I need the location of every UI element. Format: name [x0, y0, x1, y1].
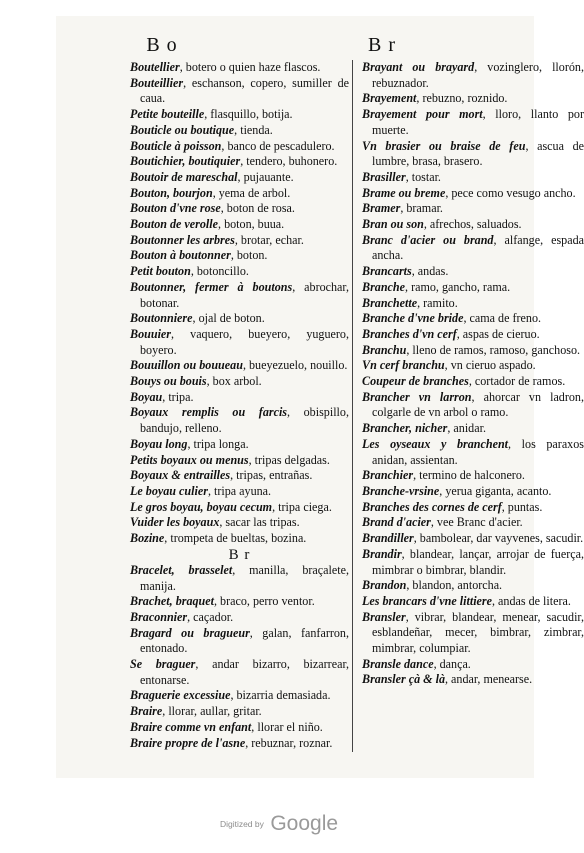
dictionary-entry: [362, 217, 584, 233]
entry-headword: Boutonner les arbres: [130, 232, 235, 247]
entry-translation: , brotar, echar.: [234, 232, 304, 247]
entry-headword: Petits boyaux ou menus: [130, 452, 249, 467]
entry-headword: Brancher vn larron: [362, 389, 472, 404]
entry-translation: , abrochar, botonar.: [140, 279, 349, 310]
dictionary-entry: [130, 280, 349, 311]
entry-translation: , obispillo, bandujo, relleno.: [140, 405, 349, 436]
entry-translation: , bueyezuelo, nouillo.: [242, 358, 348, 373]
entry-translation: , ojal de boton.: [192, 311, 265, 326]
dictionary-entry: [130, 311, 349, 327]
entry-headword: Braire propre de l'asne: [130, 735, 246, 750]
right-entries: [362, 60, 584, 688]
dictionary-entry: [362, 594, 584, 610]
entry-translation: , rebuzno, roznido.: [416, 91, 508, 106]
dictionary-entry: [362, 358, 584, 374]
dictionary-entry: [130, 390, 349, 406]
entry-headword: Brachet, braquet: [130, 594, 214, 609]
entry-translation: , boton de rosa.: [220, 201, 295, 216]
entry-headword: Bransler: [362, 609, 406, 624]
entry-headword: Les oyseaux y branchent: [362, 436, 509, 451]
entry-translation: , boton, buua.: [218, 217, 285, 232]
entry-headword: Petit bouton: [130, 264, 191, 279]
entry-translation: , tostar.: [405, 169, 441, 184]
entry-translation: , dança.: [433, 656, 471, 671]
entry-translation: , botoncillo.: [190, 264, 249, 279]
entry-translation: , tripa ayuna.: [207, 483, 272, 498]
dictionary-entry: [130, 610, 349, 626]
entry-headword: Brayement: [362, 91, 417, 106]
entry-headword: Bouton de verolle: [130, 217, 219, 232]
dictionary-entry: [362, 500, 584, 516]
entry-translation: , galan, fanfarron, entonado.: [140, 625, 349, 656]
entry-translation: , eschanson, copero, sumiller de caua.: [140, 75, 349, 106]
dictionary-entry: [130, 563, 349, 594]
dictionary-entry: [362, 311, 584, 327]
entry-headword: Bouys ou bouis: [130, 374, 207, 389]
entry-headword: Branche d'vne bride: [362, 311, 464, 326]
entry-translation: , tripas delgadas.: [248, 452, 330, 467]
entry-headword: Boutonniere: [130, 311, 193, 326]
right-column: [362, 60, 584, 754]
entry-headword: Se braguer: [130, 657, 196, 672]
dictionary-entry: [130, 626, 349, 657]
dictionary-entry: [130, 201, 349, 217]
dictionary-entry: [130, 76, 349, 107]
entry-translation: , sacar las tripas.: [219, 515, 300, 530]
entry-translation: , ahorcar vn ladron, colgarle de vn arbol o ramo.: [372, 389, 584, 420]
entry-translation: , caçador.: [187, 609, 234, 624]
entry-translation: , vozinglero, llorón, rebuznador.: [372, 60, 584, 90]
dictionary-entry: [130, 60, 349, 76]
entry-translation: , pujauante.: [237, 169, 294, 184]
entry-translation: , tripas, entrañas.: [230, 468, 313, 483]
entry-translation: , los paraxos anidan, assientan.: [372, 436, 584, 467]
dictionary-entry: [130, 233, 349, 249]
dictionary-entry: [362, 484, 584, 500]
entry-headword: Bransle dance: [362, 656, 434, 671]
entry-headword: Boutellier: [130, 60, 180, 74]
entry-translation: , puntas.: [501, 499, 543, 514]
entry-translation: , yema de arbol.: [212, 185, 291, 200]
entry-translation: , tripa ciega.: [272, 499, 332, 514]
entry-headword: Brayant ou brayard: [362, 60, 475, 74]
dictionary-entry: [130, 358, 349, 374]
dictionary-entry: [362, 139, 584, 170]
dictionary-entry: [362, 437, 584, 468]
entry-translation: , botero o quien haze flascos.: [179, 60, 321, 74]
dictionary-entry: [362, 170, 584, 186]
entry-translation: , braco, perro ventor.: [214, 594, 315, 609]
entry-translation: , banco de pescadulero.: [221, 138, 335, 153]
entry-translation: , vaquero, bueyero, yuguero, boyero.: [140, 326, 349, 357]
entry-headword: Brandiller: [362, 531, 414, 546]
entry-translation: , manilla, braçalete, manija.: [140, 562, 349, 593]
dictionary-entry: [362, 343, 584, 359]
dictionary-entry: [130, 484, 349, 500]
dictionary-entry: [130, 248, 349, 264]
entry-translation: , andas.: [411, 264, 449, 279]
dictionary-entry: [362, 60, 584, 91]
entry-translation: , boton.: [230, 248, 268, 263]
entry-headword: Bozine: [130, 531, 165, 546]
entry-headword: Braconnier: [130, 609, 188, 624]
digitized-by-text: Digitized by: [219, 819, 264, 829]
column-divider: [352, 60, 353, 752]
left-column: [130, 60, 349, 754]
entry-translation: , aspas de cieruo.: [456, 326, 540, 341]
entry-headword: Vn brasier ou braise de feu: [362, 138, 526, 153]
dictionary-entry: [362, 264, 584, 280]
dictionary-entry: [362, 374, 584, 390]
entry-headword: Boutichier, boutiquier: [130, 154, 241, 169]
dictionary-entry: [362, 186, 584, 202]
dictionary-entry: [130, 170, 349, 186]
entry-translation: , tripa.: [162, 389, 194, 404]
dictionary-entry: [130, 594, 349, 610]
right-column-header: B r: [368, 34, 396, 56]
dictionary-entry: [130, 139, 349, 155]
entry-translation: , rebuznar, roznar.: [245, 735, 333, 750]
dictionary-entry: [362, 515, 584, 531]
dictionary-entry: [130, 437, 349, 453]
entry-headword: Bouuier: [130, 326, 171, 341]
entry-translation: , tienda.: [234, 122, 273, 137]
dictionary-entry: [362, 296, 584, 312]
entry-translation: , vee Branc d'acier.: [430, 515, 523, 530]
left-column-header: B o: [146, 34, 178, 56]
entry-headword: Vn cerf branchu: [362, 358, 445, 373]
book-page: [56, 16, 584, 778]
entry-headword: Boutoir de mareschal: [130, 169, 238, 184]
dictionary-entry: [130, 374, 349, 390]
entry-translation: , box arbol.: [206, 374, 262, 389]
entry-headword: Bracelet, brasselet: [130, 562, 233, 577]
dictionary-entry: [130, 453, 349, 469]
dictionary-entry: [130, 186, 349, 202]
dictionary-entry: [362, 280, 584, 296]
entry-headword: Bramer: [362, 201, 401, 216]
dictionary-entry: [362, 201, 584, 217]
entry-translation: , vibrar, blandear, menear, sacudir, esblandeñar, mecer, bimbrar, zimbrar, mimbrar, columpiar.: [372, 609, 584, 656]
entry-translation: , trompeta de bueltas, bozina.: [164, 531, 307, 546]
dictionary-entry: [130, 264, 349, 280]
left-entries: [130, 60, 349, 547]
dictionary-entry: [362, 107, 584, 138]
entry-translation: , bramar.: [400, 201, 443, 216]
entry-headword: Les brancars d'vne littiere: [362, 593, 492, 608]
entry-headword: Brand d'acier: [362, 515, 431, 530]
dictionary-entry: [130, 468, 349, 484]
dictionary-entry: [362, 233, 584, 264]
dictionary-entry: [130, 515, 349, 531]
dictionary-entry: [130, 107, 349, 123]
entry-headword: Brandon: [362, 578, 407, 593]
dictionary-entry: [362, 421, 584, 437]
dictionary-entry: [362, 327, 584, 343]
dictionary-entry: [130, 500, 349, 516]
entry-headword: Braire: [130, 704, 163, 719]
entry-translation: , pece como vesugo ancho.: [445, 185, 576, 200]
entry-headword: Brasiller: [362, 169, 406, 184]
entry-translation: , cama de freno.: [463, 311, 542, 326]
entry-headword: Bragard ou bragueur: [130, 625, 250, 640]
entry-headword: Brancher, nicher: [362, 421, 448, 436]
entry-headword: Boyaux remplis ou farcis: [130, 405, 288, 420]
dictionary-entry: [130, 531, 349, 547]
entry-headword: Branchu: [362, 342, 407, 357]
entry-headword: Brancarts: [362, 264, 412, 279]
entry-translation: , ascua de lumbre, brasa, brasero.: [372, 138, 584, 169]
entry-headword: Brayement pour mort: [362, 107, 483, 122]
entry-translation: , andar, menearse.: [445, 672, 533, 687]
entry-headword: Branches d'vn cerf: [362, 326, 457, 341]
dictionary-entry: [362, 468, 584, 484]
dictionary-entry: [362, 91, 584, 107]
entry-headword: Branche-vrsine: [362, 483, 440, 498]
dictionary-entry: [362, 610, 584, 657]
entry-headword: Bouticle à poisson: [130, 138, 222, 153]
entry-headword: Boyau long: [130, 436, 188, 451]
dictionary-entry: [130, 217, 349, 233]
entry-translation: , blandear, lançar, arrojar de fuerça, mimbrar o bimbrar, blandir.: [372, 546, 584, 577]
section-heading-br: B r: [228, 546, 251, 563]
entry-headword: Braire comme vn enfant: [130, 719, 252, 734]
entry-translation: , anidar.: [447, 421, 486, 436]
entry-translation: , ramo, gancho, rama.: [405, 279, 511, 294]
entry-translation: , flasquillo, botija.: [204, 107, 293, 122]
dictionary-entry: [362, 390, 584, 421]
entry-translation: , tendero, buhonero.: [240, 154, 338, 169]
entry-headword: Bouton à boutonner: [130, 248, 231, 263]
entry-headword: Petite bouteille: [130, 107, 205, 122]
entry-translation: , cortador de ramos.: [468, 374, 566, 389]
digitized-footer: [0, 812, 558, 840]
left-entries-br: [130, 563, 349, 751]
dictionary-entry: [130, 688, 349, 704]
google-logo: Google: [270, 812, 339, 835]
dictionary-entry: [362, 672, 584, 688]
entry-headword: Braguerie excessiue: [130, 688, 231, 703]
entry-headword: Branche: [362, 279, 406, 294]
entry-headword: Bouteillier: [130, 75, 184, 90]
entry-translation: , andas de litera.: [492, 593, 571, 608]
dictionary-entry: [362, 657, 584, 673]
dictionary-entry: [130, 720, 349, 736]
dictionary-entry: [130, 736, 349, 752]
entry-headword: Coupeur de branches: [362, 374, 469, 389]
entry-translation: , blandon, antorcha.: [406, 578, 503, 593]
dictionary-entry: [130, 327, 349, 358]
entry-translation: , andar bizarro, bizarrear, entonarse.: [140, 657, 350, 687]
entry-headword: Bouton d'vne rose: [130, 201, 221, 216]
entry-headword: Bran ou son: [362, 217, 424, 232]
dictionary-entry: [130, 154, 349, 170]
entry-headword: Le gros boyau, boyau cecum: [130, 499, 273, 514]
dictionary-entry: [130, 405, 349, 436]
entry-translation: , lleno de ramos, ramoso, ganchoso.: [406, 342, 581, 357]
entry-translation: , bambolear, dar vayvenes, sacudir.: [413, 531, 584, 546]
entry-translation: , lloro, llanto por muerte.: [372, 107, 584, 137]
entry-translation: , vn cieruo aspado.: [444, 358, 536, 373]
entry-translation: , bizarria demasiada.: [230, 688, 331, 703]
dictionary-entry: [130, 657, 349, 688]
entry-headword: Boyau: [130, 389, 163, 404]
entry-translation: , tripa longa.: [187, 436, 249, 451]
entry-headword: Bouuillon ou bouueau: [130, 358, 243, 373]
dictionary-entry: [362, 547, 584, 578]
entry-translation: , termino de halconero.: [413, 468, 525, 483]
entry-headword: Bransler çà & là: [362, 672, 445, 687]
dictionary-entry: [362, 531, 584, 547]
entry-headword: Branchette: [362, 295, 418, 310]
entry-translation: , ramito.: [417, 295, 458, 310]
entry-headword: Branches des cornes de cerf: [362, 499, 502, 514]
entry-translation: , llorar el niño.: [251, 719, 323, 734]
entry-translation: , yerua giganta, acanto.: [439, 483, 552, 498]
entry-translation: , afrechos, saluados.: [423, 217, 522, 232]
entry-translation: , alfange, espada ancha.: [372, 232, 584, 263]
dictionary-entry: [130, 704, 349, 720]
entry-translation: , llorar, aullar, gritar.: [162, 704, 262, 719]
entry-headword: Bouton, bourjon: [130, 185, 213, 200]
entry-headword: Brandir: [362, 546, 402, 561]
dictionary-entry: [362, 578, 584, 594]
dictionary-entry: [130, 123, 349, 139]
entry-headword: Vuider les boyaux: [130, 515, 220, 530]
entry-headword: Boutonner, fermer à boutons: [130, 279, 293, 294]
entry-headword: Le boyau culier: [130, 483, 208, 498]
entry-headword: Branc d'acier ou brand: [362, 232, 494, 247]
entry-headword: Boyaux & entrailles: [130, 468, 231, 483]
entry-headword: Brame ou breme: [362, 185, 446, 200]
entry-headword: Bouticle ou boutique: [130, 122, 235, 137]
entry-headword: Branchier: [362, 468, 414, 483]
